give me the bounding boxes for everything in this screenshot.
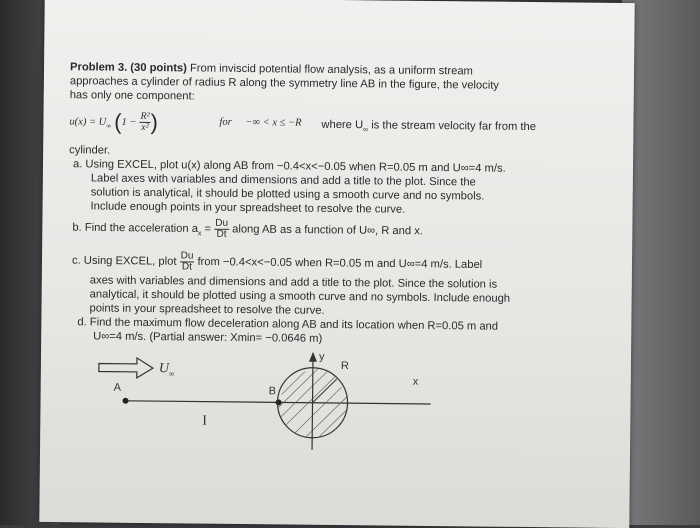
eq-num: R² <box>140 110 150 123</box>
part-b-eq: = <box>201 223 212 236</box>
eq-sub: ∞ <box>106 121 112 131</box>
part-d-line-1: d. Find the maximum flow deceleration along AB and its location when R=0.05 m and <box>77 316 499 333</box>
part-c-post: from −0.4<x<−0.05 when R=0.05 m and U∞=4 m/s. Label <box>197 255 483 271</box>
part-a-line-2: Label axes with variables and dimensions and add a title to the plot. Since the <box>90 172 476 189</box>
part-b-fraction <box>214 219 229 240</box>
part-b-sub: x <box>197 230 202 238</box>
x-axis-label: x <box>412 375 419 388</box>
eq-den: x² <box>141 121 149 134</box>
eq-where-text: where U <box>321 118 364 132</box>
intro-text-1: From inviscid potential flow analysis, as a uniform stream <box>189 62 473 78</box>
part-b <box>72 217 423 243</box>
part-c-line-2: axes with variables and dimensions and add a title to the plot. Since the solution is <box>89 274 498 291</box>
eq-fraction <box>139 112 150 133</box>
part-c-line-3: analytical, it should be plotted using a smooth curve and no symbols. Include enough <box>89 288 511 305</box>
part-c-num: Du <box>180 250 194 262</box>
paren-open: ( <box>114 109 122 135</box>
part-c-line-4: points in your spreadsheet to resolve the curve. <box>89 302 325 317</box>
part-b-den: Dt <box>216 228 227 240</box>
problem-heading: Problem 3. (30 points) <box>69 61 187 75</box>
part-a-line-4: Include enough points in your spreadsheet to resolve the curve. <box>90 200 406 216</box>
part-a-line-3: solution is analytical, it should be plotted using a smooth curve and no symbols. <box>90 186 485 203</box>
eq-range: −∞ < x ≤ −R <box>245 117 302 129</box>
part-c-line-1 <box>72 250 482 275</box>
part-c-fraction <box>179 251 194 272</box>
point-a-dot <box>123 398 129 404</box>
intro-text-3: has only one component: <box>69 89 195 103</box>
stream-arrow <box>99 358 153 379</box>
eq-one: 1 − <box>121 117 137 129</box>
arrow-label: U <box>158 361 170 377</box>
paren-close: ) <box>150 109 158 135</box>
y-axis-label: y <box>318 350 325 363</box>
figure-label-i: I <box>202 413 208 429</box>
velocity-equation <box>69 111 158 133</box>
paper-sheet <box>39 0 634 528</box>
eq-where-tail: is the stream velocity far from the <box>371 119 537 134</box>
intro-text-2: approaches a cylinder of radius R along the symmetry line AB in the figure, the velocity <box>69 75 500 92</box>
eq-lhs: u(x) = U <box>69 116 107 128</box>
part-c-den: Dt <box>181 261 192 273</box>
part-a-line-1: a. Using EXCEL, plot u(x) along AB from −0.4<x<−0.05 when R=0.05 m and U∞=4 m/s. <box>72 158 506 175</box>
cylinder-word: cylinder. <box>69 144 111 157</box>
point-a-label: A <box>113 381 122 394</box>
radius-label: R <box>340 360 349 373</box>
part-b-num: Du <box>215 217 229 229</box>
part-b-pre: b. Find the acceleration a <box>72 221 199 235</box>
part-d-line-2: U∞=4 m/s. (Partial answer: Xmin= −0.0646 m) <box>93 330 323 345</box>
flow-figure <box>39 345 631 521</box>
eq-where-sub: ∞ <box>363 126 369 134</box>
point-b-label: B <box>268 385 277 398</box>
part-c-pre: c. Using EXCEL, plot <box>71 254 177 268</box>
part-b-post: along AB as a function of U∞, R and x. <box>232 223 424 238</box>
arrow-label-sub: ∞ <box>168 369 175 379</box>
eq-where <box>321 118 536 139</box>
eq-for: for <box>219 116 232 128</box>
y-axis-arrowhead <box>309 352 317 362</box>
point-b-dot <box>276 399 282 405</box>
